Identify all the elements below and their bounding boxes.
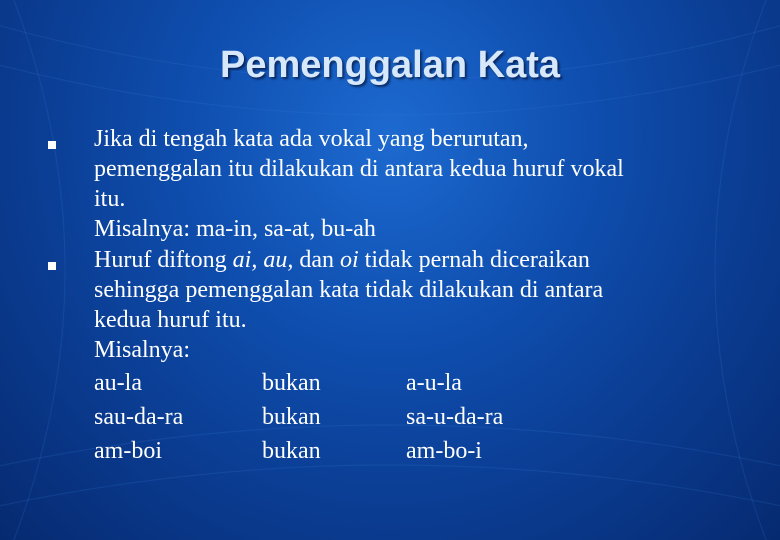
bullet-item-2: [48, 245, 748, 468]
example-bukan: bukan: [262, 404, 321, 430]
text-line: Huruf diftong ai, au, dan oi tidak pernah diceraikan: [94, 247, 590, 273]
text-line: Misalnya:: [94, 337, 190, 363]
example-correct: au-la: [94, 370, 142, 396]
example-bukan: bukan: [262, 370, 321, 396]
example-wrong: am-bo-i: [406, 438, 482, 464]
slide-title: Pemenggalan Kata: [220, 44, 560, 86]
square-bullet-icon: [48, 262, 56, 270]
example-row: [94, 400, 748, 434]
example-wrong: sa-u-da-ra: [406, 404, 504, 430]
text-line: Jika di tengah kata ada vokal yang berurutan,: [94, 126, 529, 152]
example-bukan: bukan: [262, 438, 321, 464]
example-correct: sau-da-ra: [94, 404, 184, 430]
text-line: Misalnya: ma-in, sa-at, bu-ah: [94, 216, 376, 242]
example-wrong: a-u-la: [406, 370, 462, 396]
text-line: kedua huruf itu.: [94, 307, 247, 333]
example-row: [94, 366, 748, 400]
examples-table: [94, 366, 748, 468]
example-row: [94, 434, 748, 468]
text-line: sehingga pemenggalan kata tidak dilakukan di antara: [94, 277, 604, 303]
bullet-item-1: [48, 124, 748, 245]
text-line: itu.: [94, 186, 126, 212]
square-bullet-icon: [48, 141, 56, 149]
slide-content: [48, 124, 748, 468]
text-line: pemenggalan itu dilakukan di antara kedua huruf vokal: [94, 156, 624, 182]
example-correct: am-boi: [94, 438, 162, 464]
